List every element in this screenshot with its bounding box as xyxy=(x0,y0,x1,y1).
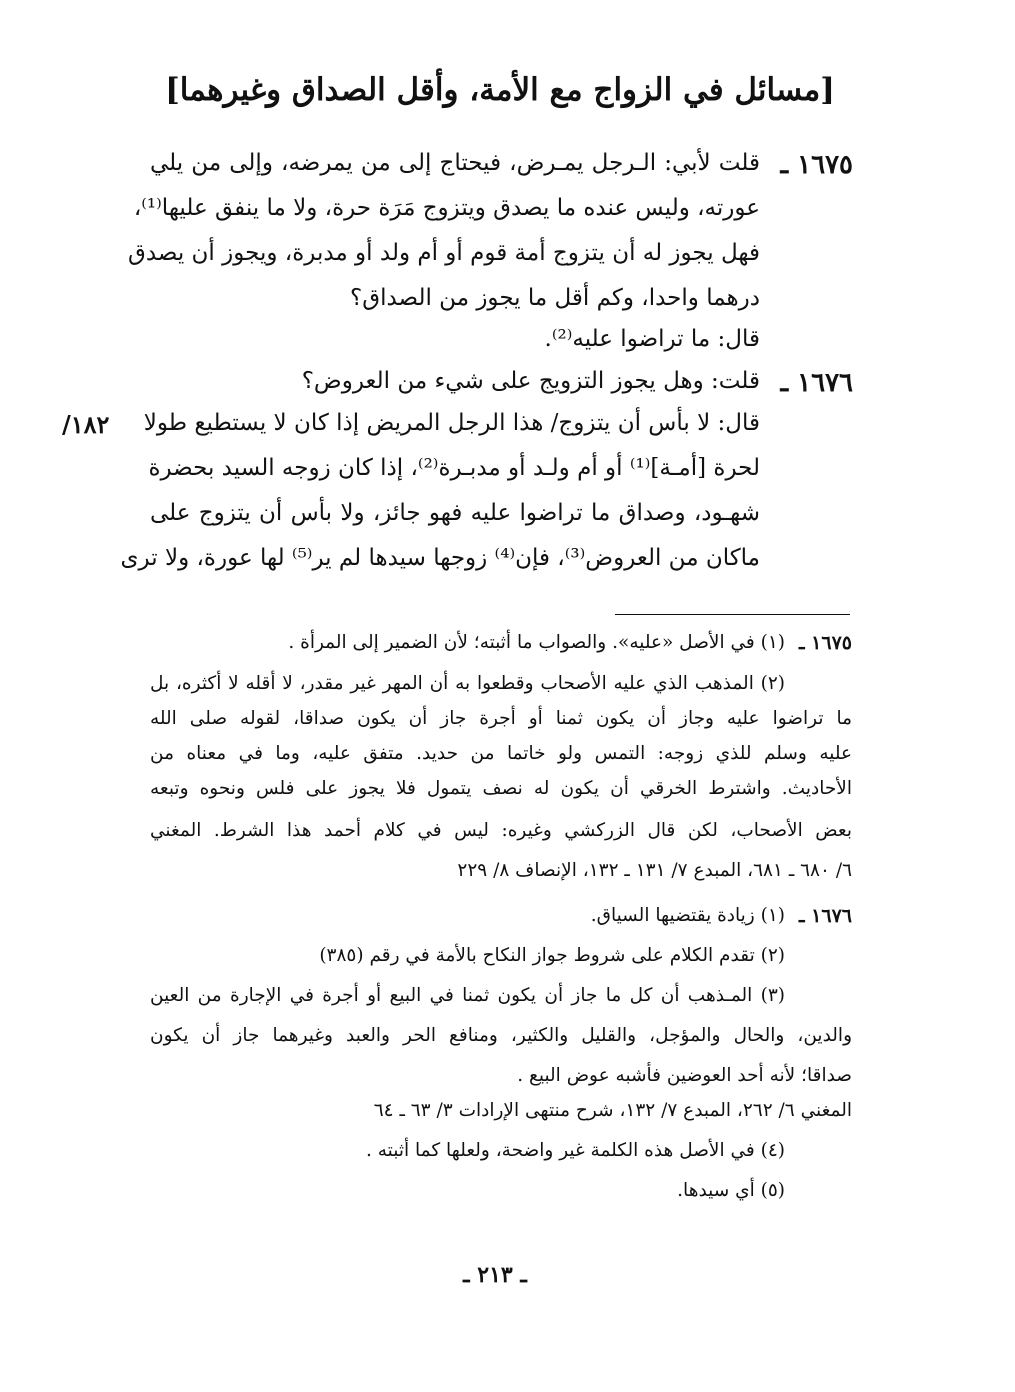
entry-number: ١٦٧٦ ـ xyxy=(780,368,853,398)
footnote-entry-number: ١٦٧٦ ـ xyxy=(798,905,852,927)
text-line: قال: ما تراضوا عليه⁽²⁾. xyxy=(544,326,760,352)
text-line: قلت: وهل يجوز التزويج على شيء من العروض؟ xyxy=(301,368,760,394)
section-title: [مسائل في الزواج مع الأمة، وأقل الصداق وغيرهما] xyxy=(165,72,835,108)
footnote-entry-number: ١٦٧٥ ـ xyxy=(798,632,852,654)
text-line: درهما واحدا، وكم أقل ما يجوز من الصداق؟ xyxy=(350,285,760,311)
text-line: قال: لا بأس أن يتزوج/ هذا الرجل المريض إذا كان لا يستطيع طولا xyxy=(143,410,760,436)
text-line: قلت لأبي: الـرجل يمـرض، فيحتاج إلى من يمرضه، وإلى من يلي xyxy=(150,150,760,176)
page-number xyxy=(0,1262,1015,1288)
footnote-line: ما تراضوا عليه وجاز أن يكون ثمنا أو أجرة جاز أن يكون صداقا، لقوله صلى الله xyxy=(150,708,852,729)
footnote-line: والدين، والحال والمؤجل، والقليل والكثير، ومنافع الحر والعبد وغيرهما جاز أن يكون xyxy=(150,1025,852,1046)
entry-number: ١٦٧٥ ـ xyxy=(780,150,853,180)
text-line: شهـود، وصداق ما تراضوا عليه فهو جائز، ولا بأس أن يتزوج على xyxy=(150,500,760,526)
footnote-line: (٥) أي سيدها. xyxy=(677,1180,785,1201)
text-line: فهل يجوز له أن يتزوج أمة قوم أو أم ولد أو مدبرة، ويجوز أن يصدق xyxy=(127,240,760,266)
page-number-text: ـ ٢١٣ ـ xyxy=(463,1262,527,1288)
footnote-line: الأحاديث. واشترط الخرقي أن يكون له نصف يتمول فلا يجوز على فلس ونحوه وتبعه xyxy=(150,778,852,799)
footnote-line: (٣) المـذهب أن كل ما جاز أن يكون ثمنا في البيع أو أجرة في الإجارة من العين xyxy=(150,985,785,1006)
footnote-line: (٢) المذهب الذي عليه الأصحاب وقطعوا به أن المهر غير مقدر، لا أقله لا أكثره، بل xyxy=(150,673,785,694)
footnote-line: المغني ٦/ ٢٦٢، المبدع ٧/ ١٣٢، شرح منتهى الإرادات ٣/ ٦٣ ـ ٦٤ xyxy=(373,1100,852,1121)
text-line: لحرة [أمـة]⁽¹⁾ أو أم ولـد أو مدبـرة⁽²⁾، إذا كان زوجه السيد بحضرة xyxy=(148,455,760,481)
footnote-line: عليه وسلم للذي زوجه: التمس ولو خاتما من حديد. متفق عليه، وما في معناه من xyxy=(150,743,852,764)
text-line: ماكان من العروض⁽³⁾، فإن⁽⁴⁾ زوجها سيدها لم ير⁽⁵⁾ لها عورة، ولا ترى xyxy=(120,545,760,571)
footnote-line: ٦/ ٦٨٠ ـ ٦٨١، المبدع ٧/ ١٣١ ـ ١٣٢، الإنصاف ٨/ ٢٢٩ xyxy=(457,860,852,881)
footnote-line: (٤) في الأصل هذه الكلمة غير واضحة، ولعلها كما أثبته . xyxy=(366,1140,785,1161)
footnote-line: صداقا؛ لأنه أحد العوضين فأشبه عوض البيع . xyxy=(517,1065,852,1086)
footnote-line: (١) زيادة يقتضيها السياق. xyxy=(590,905,785,926)
footnote-separator xyxy=(615,614,850,615)
text-line: عورته، وليس عنده ما يصدق ويتزوج مَرَة حرة، ولا ما ينفق عليها⁽¹⁾، xyxy=(133,195,760,221)
footnote-line: (٢) تقدم الكلام على شروط جواز النكاح بالأمة في رقم (٣٨٥) xyxy=(319,945,785,966)
footnote-line: بعض الأصحاب، لكن قال الزركشي وغيره: ليس في كلام أحمد هذا الشرط. المغني xyxy=(150,820,852,841)
footnote-line: (١) في الأصل «عليه». والصواب ما أثبته؛ لأن الضمير إلى المرأة . xyxy=(288,632,785,653)
original-page-marker: ١٨٢/ xyxy=(62,410,110,439)
